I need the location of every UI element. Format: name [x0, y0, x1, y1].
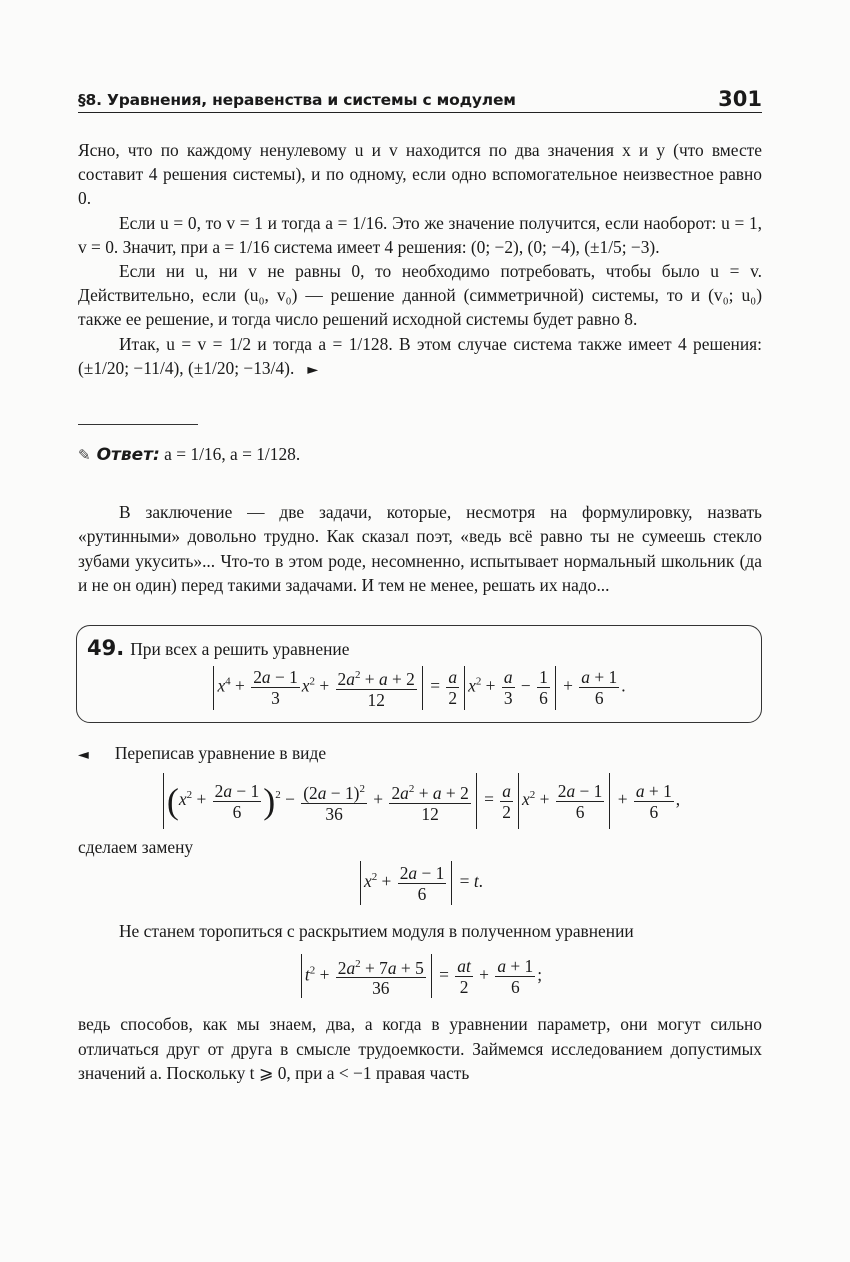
task-text: При всех a решить уравнение [130, 639, 350, 660]
task-equation: $x^4$ + $\frac{2a - 1}{3}$ $x^2$ + $\frac{2a^2 + a + 2}{12}$ = $\frac{a}{2}$ $x^2$ + $\frac{a}{3}$ − $\frac{1}{6}$ + $\frac{a + 1}{6}$ . [87, 665, 749, 710]
answer-label: Ответ: [96, 445, 160, 466]
task-number: 49. [87, 636, 125, 661]
substitution-intro: сделаем замену [78, 837, 194, 858]
answer-line [78, 442, 762, 467]
t-equation: $t^2$ + $\frac{2a^2 + 7a + 5}{36}$ = $\frac{at}{2}$ + $\frac{a + 1}{6}$ ; [78, 954, 762, 999]
task-box [76, 625, 762, 723]
page-number: 301 [718, 87, 762, 111]
paragraph-no-hurry: Не станем торопиться с раскрытием модуля в полученном уравнении [119, 921, 634, 942]
paragraph-1: Ясно, что по каждому ненулевому u и v находится по два значения x и y (что вместе составит 4 решения системы), и по одному, если одно вспомогательное неизвестное равно 0. [78, 140, 762, 209]
running-header [78, 86, 762, 113]
rewritten-equation: ($x^2$ + $\frac{2a - 1}{6}$ )$^2$ − $\frac{(2a - 1)^2}{36}$ + $\frac{2a^2 + a + 2}{12}$ = $\frac{a}{2}$ $x^2$ + $\frac{2a - 1}{6}$ + $\frac{a + 1}{6}$ , [78, 773, 762, 829]
paragraph-3: Если ни u, ни v не равны 0, то необходимо потребовать, чтобы было u = v. Действительно, если (u₀, v₀) — решение данной (симметричной) системы, то и (v₀; u₀) также ее решение, и тогда число решений исходной системы будет равно 8. [78, 261, 762, 330]
separator-line [78, 424, 198, 425]
paragraph-2: Если u = 0, то v = 1 и тогда a = 1/16. Это же значение получится, если наоборот: u = 1, v = 0. Значит, при a = 1/16 система имеет 4 решения: (0; −2), (0; −4), (±1/5; −3). [78, 212, 762, 257]
pencil-icon: ✎ [78, 446, 91, 465]
section-title: §8. Уравнения, неравенства и системы с модулем [78, 91, 516, 109]
page-body [78, 138, 762, 1085]
paragraph-5: В заключение — две задачи, которые, несмотря на формулировку, назвать «рутинными» довольно трудно. Как сказал поэт, «ведь всё равно ты не сумеешь стекло зубами укусить»... Что-то в этом роде, несомненно, испытывает нормальный школьник (да и не он один) перед такими задачами. И тем не менее, решать их надо... [78, 502, 762, 595]
answer-text: a = 1/16, a = 1/128. [159, 444, 301, 465]
end-of-proof-marker: ► [307, 361, 319, 378]
paragraph-4: Итак, u = v = 1/2 и тогда a = 1/128. В этом случае система также имеет 4 решения: (±1/20; −11/4), (±1/20; −13/4). ► [78, 333, 762, 378]
solution-intro: ◄ Переписав уравнение в виде [78, 743, 327, 764]
task-statement [87, 636, 749, 661]
solution-start-marker: ◄ [78, 747, 89, 764]
paragraph-final: ведь способов, как мы знаем, два, а когда в уравнении параметр, они могут сильно отличаться друг от друга в смысле трудоемкости. Займемся исследованием допустимых значений a. Поскольку t ⩾ 0, при a < −1 правая часть [78, 1014, 762, 1083]
substitution-formula: $x^2$ + $\frac{2a - 1}{6}$ = t. [78, 861, 762, 905]
